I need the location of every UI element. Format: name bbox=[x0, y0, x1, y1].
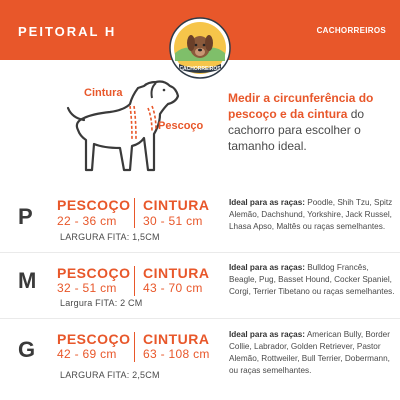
measure-instructions bbox=[228, 90, 396, 154]
size-letter: G bbox=[18, 337, 36, 362]
instruction-highlight: Medir a circunferência do pescoço e da cintura bbox=[228, 91, 374, 121]
breeds-text: Poodle, Shih Tzu, Spitz Alemão, Dachshund, Yorkshire, Jack Russel, Lhasa Apso, Maltês ou raças semelhantes. bbox=[229, 198, 393, 231]
tape-width: LARGURA FITA: 2,5CM bbox=[60, 370, 160, 380]
breed-list bbox=[229, 329, 397, 377]
tape-width: LARGURA FITA: 1,5CM bbox=[60, 232, 160, 242]
neck-label: Pescoço bbox=[158, 120, 204, 132]
waist-range: 63 - 108 cm bbox=[143, 347, 210, 361]
brand-logo bbox=[169, 17, 231, 79]
row-divider bbox=[0, 252, 400, 253]
breeds-label: Ideal para as raças: bbox=[229, 198, 306, 207]
logo-text: CACHORREIROS bbox=[179, 66, 221, 72]
waist-heading: CINTURA bbox=[143, 197, 210, 213]
column-divider bbox=[134, 332, 135, 362]
size-letter: M bbox=[18, 268, 37, 293]
breeds-label: Ideal para as raças: bbox=[229, 263, 306, 272]
neck-range: 22 - 36 cm bbox=[57, 214, 117, 228]
neck-range: 42 - 69 cm bbox=[57, 347, 117, 361]
brand-name: CACHORREIROS bbox=[316, 26, 386, 35]
breeds-label: Ideal para as raças: bbox=[229, 330, 306, 339]
breeds-text: American Bully, Border Collie, Labrador, Golden Retriever, Pastor Alemão, Rottweiler, Bull Terrier, Dobermann, ou raças semelhantes. bbox=[229, 330, 390, 375]
waist-heading: CINTURA bbox=[143, 331, 210, 347]
tape-width: Largura FITA: 2 CM bbox=[60, 298, 143, 308]
size-letter: P bbox=[18, 204, 33, 229]
breed-list bbox=[229, 262, 397, 298]
waist-range: 30 - 51 cm bbox=[143, 214, 203, 228]
neck-heading: PESCOÇO bbox=[57, 265, 131, 281]
column-divider bbox=[134, 198, 135, 228]
waist-heading: CINTURA bbox=[143, 265, 210, 281]
neck-heading: PESCOÇO bbox=[57, 331, 131, 347]
breed-list bbox=[229, 197, 397, 233]
breeds-text: Bulldog Francês, Beagle, Pug, Basset Hound, Cocker Spaniel, Corgi, Terrier Tibetano ou raças semelhantes. bbox=[229, 263, 395, 296]
instruction-rest: do cachorro para escolher o tamanho ideal. bbox=[228, 107, 365, 153]
waist-label: Cintura bbox=[84, 87, 123, 99]
waist-range: 43 - 70 cm bbox=[143, 281, 203, 295]
product-title: PEITORAL H bbox=[18, 24, 117, 39]
column-divider bbox=[134, 266, 135, 296]
neck-range: 32 - 51 cm bbox=[57, 281, 117, 295]
row-divider bbox=[0, 318, 400, 319]
neck-heading: PESCOÇO bbox=[57, 197, 131, 213]
